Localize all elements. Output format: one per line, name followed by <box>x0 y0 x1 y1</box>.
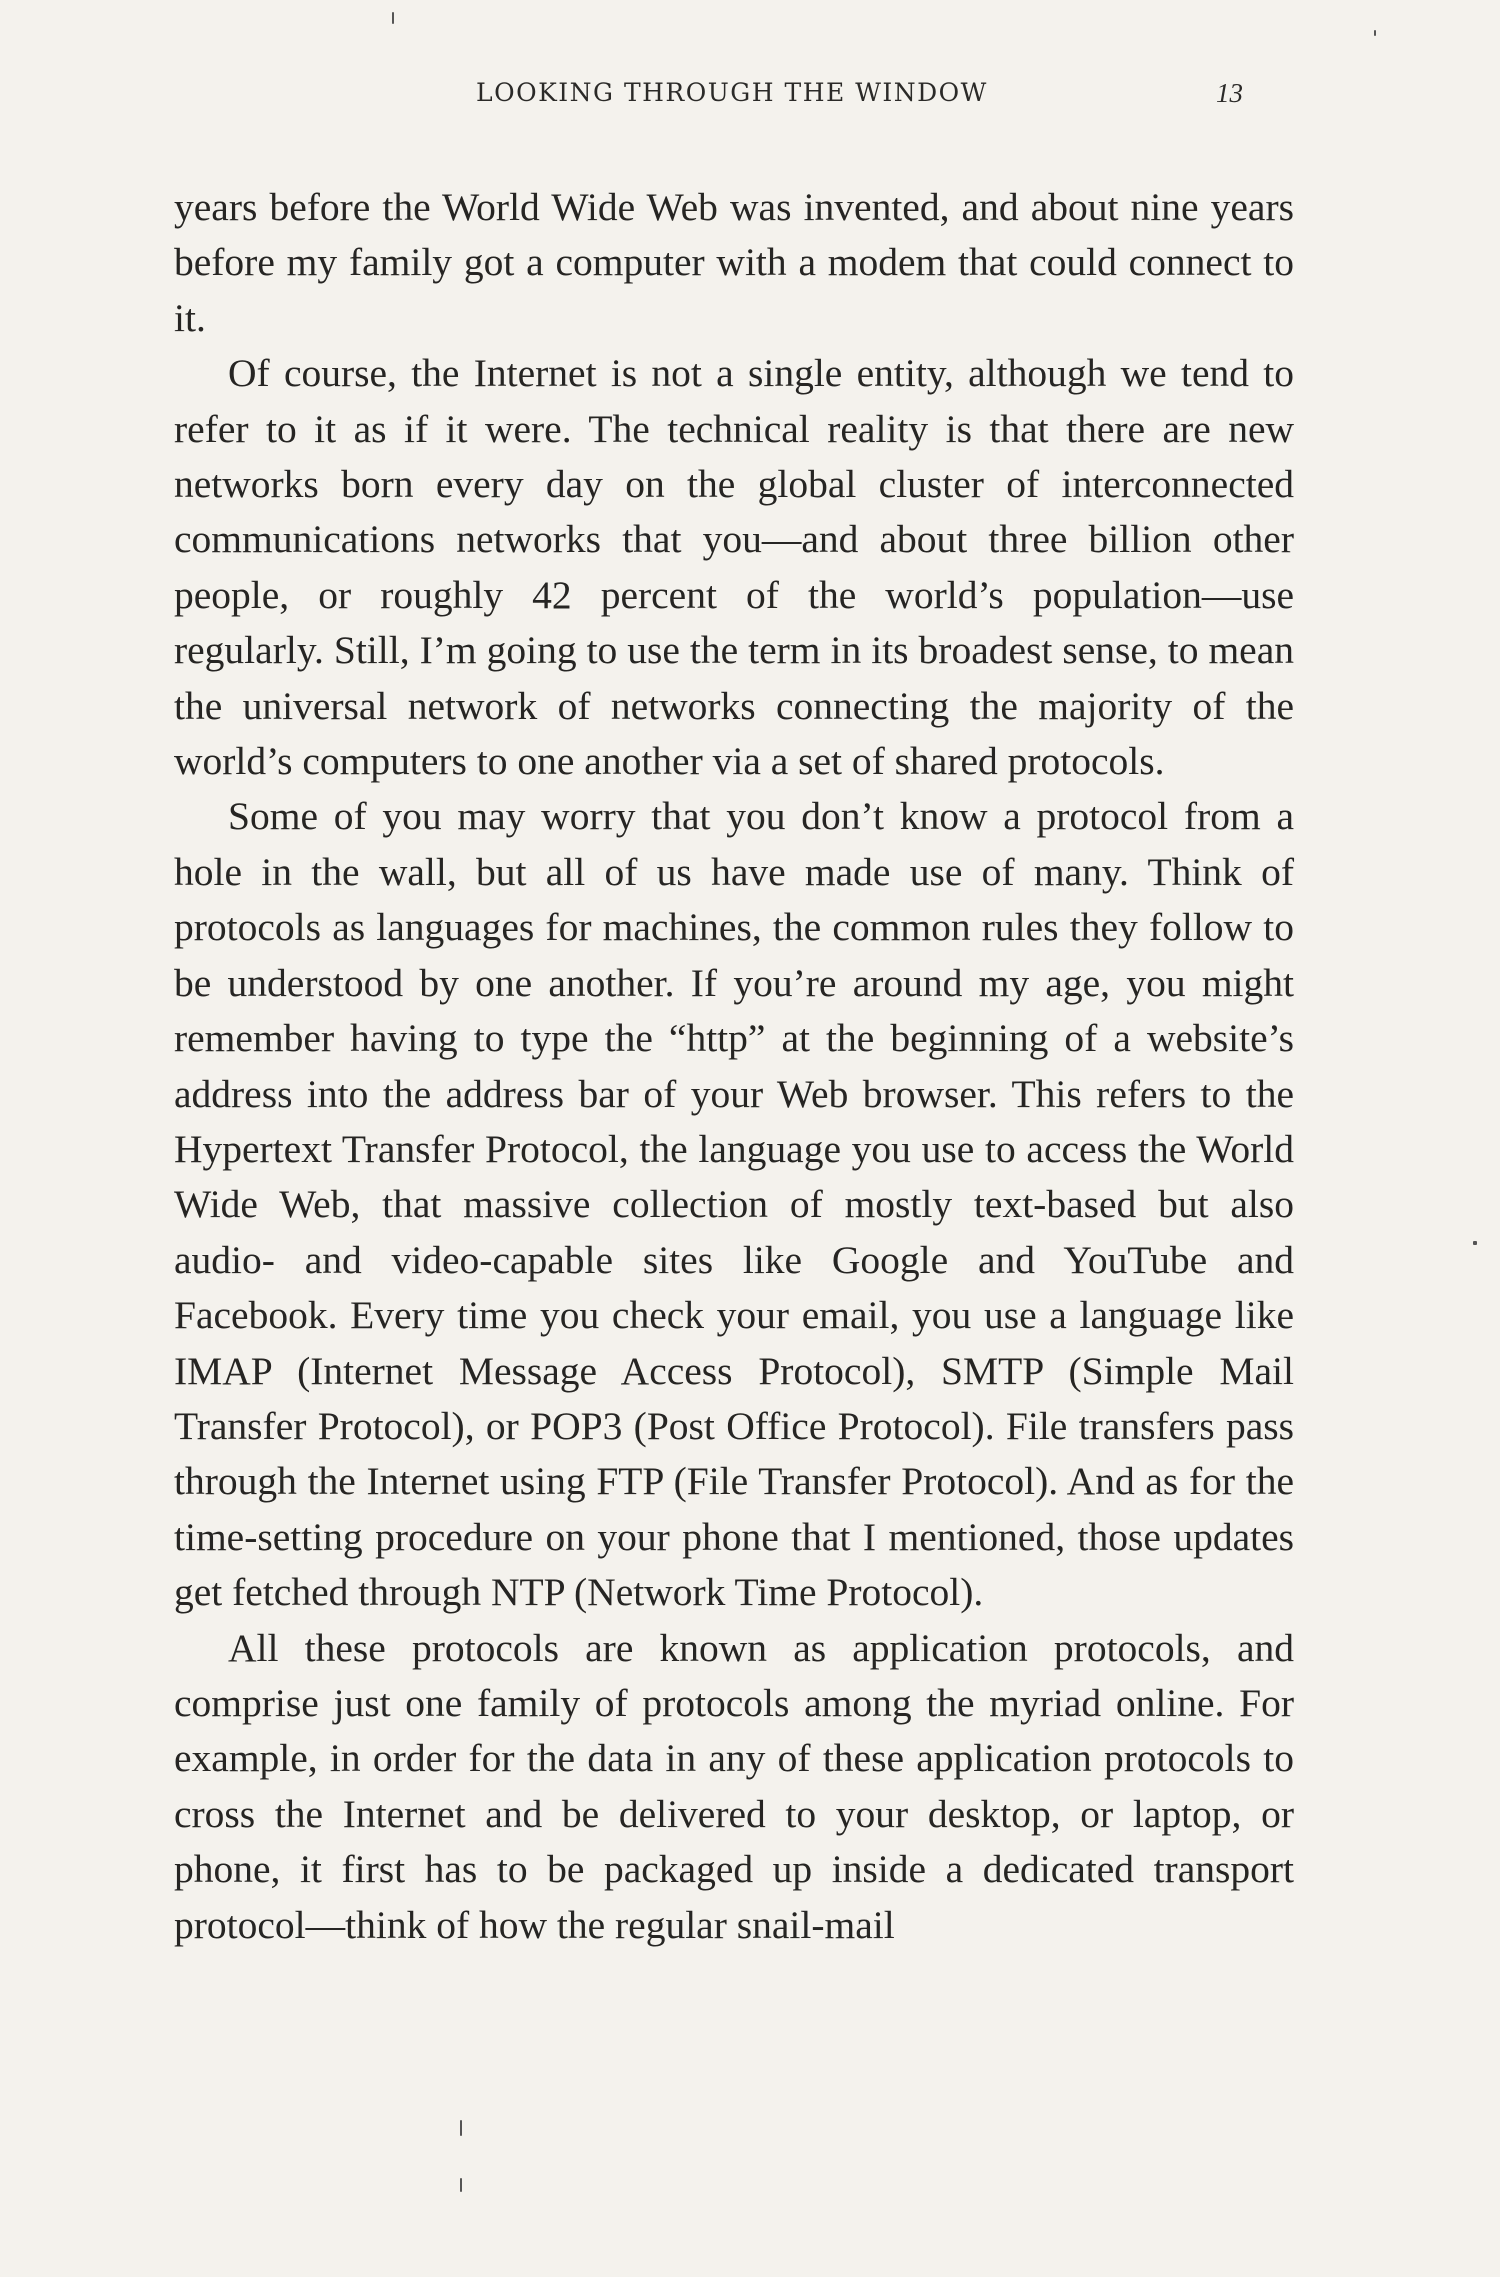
scan-speck <box>1374 30 1376 36</box>
page-number: 13 <box>1216 78 1243 108</box>
paragraph: years before the World Wide Web was invented, and about nine years before my family got a computer with a modem that could connect to it. <box>174 185 1294 340</box>
running-title: LOOKING THROUGH THE WINDOW <box>476 78 988 107</box>
scan-speck <box>392 12 394 24</box>
paragraph: Of course, the Internet is not a single entity, although we tend to refer to it as if it were. The technical reality is that there are new networks born every day on the global cluster of interconnected communications networks that you—and about three billion other people, or roughly 42 percent of the world’s population—use regularly. Still, I’m going to use the term in its broadest sense, to mean the universal network of networks connecting the majority of the world’s computers to one another via a set of shared protocols. <box>174 351 1294 784</box>
paragraph: All these protocols are known as application protocols, and comprise just one family of protocols among the myriad online. For example, in order for the data in any of these application protocols to cross the Internet and be delivered to your desktop, or laptop, or phone, it first has to be packaged up inside a dedicated transport protocol—think of how the regular snail-mail <box>174 1625 1294 1947</box>
scan-speck <box>460 2120 462 2136</box>
body-text <box>174 180 1294 1953</box>
paragraph: Some of you may worry that you don’t know a protocol from a hole in the wall, but all of us have made use of many. Think of protocols as languages for machines, the common rules they follow to be understood by one another. If you’re around my age, you might remember having to type the “http” at the beginning of a website’s address into the address bar of your Web browser. This refers to the Hypertext Transfer Protocol, the language you use to access the World Wide Web, that massive collection of mostly text-based but also audio- and video-capable sites like Google and YouTube and Facebook. Every time you check your email, you use a language like IMAP (Internet Message Access Protocol), SMTP (Simple Mail Transfer Protocol), or POP3 (Post Office Protocol). File transfers pass through the Internet using FTP (File Transfer Protocol). And as for the time-setting procedure on your phone that I mentioned, those updates get fetched through NTP (Network Time Protocol). <box>174 794 1294 1615</box>
scan-speck <box>1473 1241 1477 1245</box>
scan-speck <box>460 2178 462 2192</box>
running-head <box>0 78 1500 118</box>
